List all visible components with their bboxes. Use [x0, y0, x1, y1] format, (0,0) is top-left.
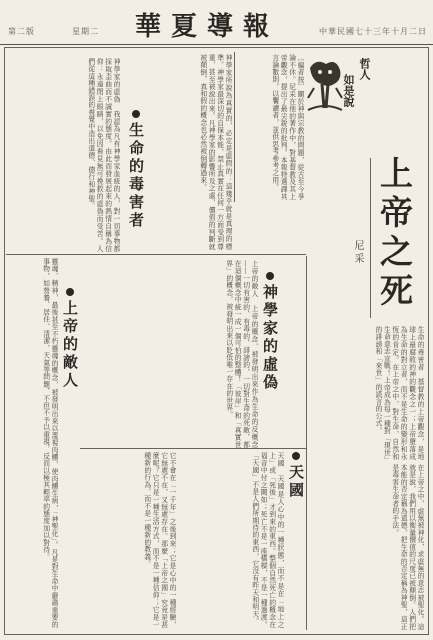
divider-right: [234, 52, 235, 202]
article-column-e: 上帝的敵人 上帝的概念，被發明出來作為生命的反概念——一切有害的、有毒的、誹謗的，一切對生命的死敵，都在這個概念中統一成一個可怕的整體！「彼岸」和「真實世界」的概念，被發明出來以貶低唯一存在的世界。: [224, 260, 258, 448]
masthead: [0, 0, 433, 45]
issue-date: 中華民國七十三年十月二日: [319, 27, 427, 36]
weekday: 星期二: [72, 27, 99, 36]
page-number: 第二版: [8, 27, 35, 36]
section-bullet: [266, 272, 274, 280]
main-headline: 上帝之死: [375, 156, 414, 312]
section-bullet: [66, 288, 74, 296]
divider-mid: [6, 254, 306, 255]
article-column-h: 它不會在「一千年」之後到來；它是心中的一種經驗，它無處不在，又無處存在。那麼「上帝之國」究竟是甚麼呢？它只是一種生活方式，而不是一種信仰；它是一種新的行為，而不是一種新的教義。: [142, 452, 176, 628]
divider-lower: [80, 448, 306, 449]
frame-rule-top: [4, 47, 429, 48]
frame-rule-right: [428, 47, 429, 635]
section-bullet: [132, 110, 140, 118]
intro-tag-philosopher: 哲人: [358, 58, 371, 80]
frame-rule-bottom: [4, 634, 429, 635]
section-theologian-heading: [262, 272, 277, 392]
article-column-a: 生命的毒害者 基督教的上帝觀念，是地球上最腐敗的神的觀念之一；上帝墮落成為生命的對立者，而不是生命的變形和永恆的肯定。在上帝之中，對生命、自然和生命意志宣戰！上帝成為每一種對「現世」的誹謗和「來世」的謊言的公式。: [373, 326, 424, 460]
article-column-c: 神學家的虛偽 我認為凡有神學家血統的人，對一切事物都採取歪曲而不誠實的態度。由此而發展起來的熱情自稱為信仰：永遠閉上眼睛，以免因看見無可挽救的虛偽而受苦。人們從這種錯誤的視覺中造出道德、德行和神聖。: [86, 58, 120, 252]
article-column-d: 神學家所說為真實的，必定是虛假的：這幾乎就是真理的標準。神學家最深切的自保本能，禁止真實在任何一方面受到尊重，甚至被說出來。凡神學家的影響所及之處，價值的判斷就被顛倒，真和假的概念也必然被倒轉過來。: [198, 54, 232, 250]
intro-tag-says: 如是說: [342, 74, 355, 107]
article-column-g: 天國 天國是人心中的一種狀態，而不是在「地上之上」或「死後」才到來的東西。整個自然死亡的概念在福音中付之闕如；死亡不是一座橋樑，不是一種過渡。「天國」不是人們所期待的東西，它沒有昨天和明天。: [250, 452, 284, 628]
article-column-b: 在上帝之中，虛無被神化，求虛無的意志被聖化。這就是說，我們用以衡量價值的尺度已被顛倒。人們把本能的否定稱為道德，把生命的否定稱為神聖，這正是毒害生命者的手法。: [390, 464, 424, 630]
newspaper-title: 華夏導報: [135, 12, 280, 42]
divider-vertical-lower: [306, 256, 307, 630]
section-enemy-heading: [62, 288, 77, 390]
section-poison-heading: [128, 110, 143, 230]
section-heaven-heading: [288, 452, 303, 500]
section-heaven-title: 天國: [287, 464, 305, 500]
headline-rule: [370, 158, 371, 318]
section-enemy-title: 上帝的敵人: [61, 300, 79, 390]
author-byline: 尼采: [352, 240, 363, 266]
intro-text: 〔編者按〕關於神與宗教的問題，從古至今爭論不休。尼采在他的著作中，對基督教及其上帝觀念，提出了最尖銳的批判。本報特選譯其言論數則，以饗讀者，並供思考參考之用。: [270, 54, 304, 200]
section-bullet: [292, 452, 300, 460]
frame-rule-left: [4, 47, 5, 635]
section-theologian-title: 神學家的虛偽: [261, 284, 279, 392]
article-column-f: 靈魂、精神，最後甚至不朽靈魂的概念，被發明出來以蔑視肉體，使肉體生病，「神聖化」。凡是對生命中嚴肅重要的事物，如營養、居住、清潔、天氣等問題，不但不予以重視，反而以極其輕率的態度加以對待。: [41, 258, 58, 628]
section-poison-title: 生命的毒害者: [127, 122, 145, 230]
